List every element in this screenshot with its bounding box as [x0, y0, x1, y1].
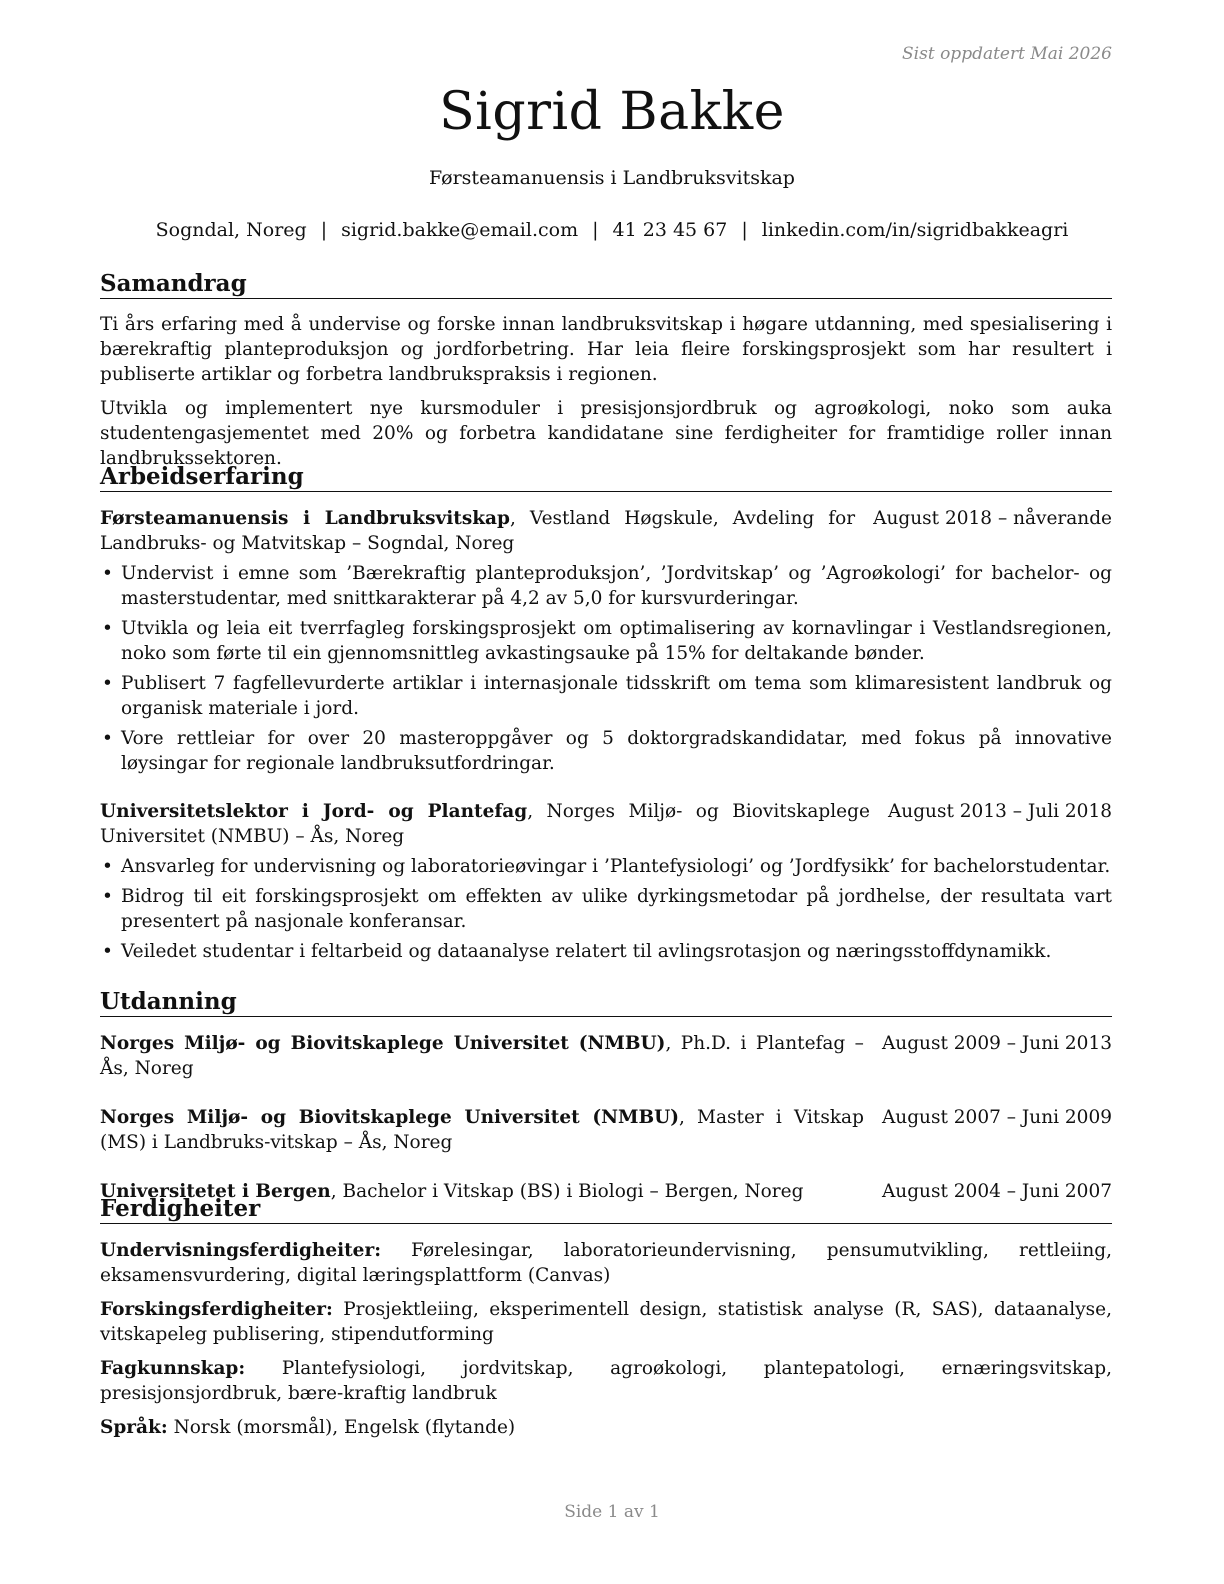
job-dates: August 2013 – Juli 2018 [887, 801, 1112, 822]
last-updated: Sist oppdatert Mai 2026 [902, 44, 1112, 64]
contact-line [0, 219, 1224, 241]
list-item: • Publisert 7 fagfellevurderte artiklar i internasjonale tidsskrift om tema som klimaresistent landbruk og organisk materiale i jord. [102, 673, 1112, 719]
section-heading: Ferdigheiter [100, 1196, 1112, 1224]
education-dates: August 2004 – Juni 2007 [881, 1181, 1112, 1202]
contact-phone: 41 23 45 67 [612, 219, 728, 241]
skill-entry [100, 1238, 1112, 1288]
candidate-name: Sigrid Bakke [439, 82, 785, 142]
job-bullets [100, 854, 1112, 964]
contact-location: Sogndal, Noreg [155, 219, 307, 241]
summary-section [100, 271, 1112, 471]
job-org: , Vestland Høgskule, Avdeling for Landbruks- og Matvitskap – Sogndal, Noreg [100, 508, 856, 554]
job-entry [100, 799, 1112, 964]
education-entry [100, 1031, 1112, 1081]
list-item: • Utvikla og leia eit tverrfagleg forskingsprosjekt om optimalisering av kornavlingar i Vestlandsregionen, noko som førte til ein gjennomsnittleg avkastingsauke på 15% for deltakande bønder. [102, 618, 1112, 664]
skill-text: Prosjektleiing, eksperimentell design, statistisk analyse (R, SAS), dataanalyse, vitskapeleg publisering, stipendutforming [100, 1299, 1112, 1345]
list-item: • Bidrog til eit forskingsprosjekt om effekten av ulike dyrkingsmetodar på jordhelse, der resultata vart presentert på nasjonale konferansar. [102, 886, 1112, 932]
skills-section [100, 1196, 1112, 1440]
job-role: Universitetslektor i Jord- og Plantefag [100, 801, 528, 822]
contact-linkedin[interactable]: linkedin.com/in/sigridbakkeagri [761, 219, 1069, 241]
contact-separator: | [320, 219, 328, 241]
school-name: Norges Miljø- og Biovitskaplege Universitet (NMBU) [100, 1107, 680, 1128]
job-entry [100, 506, 1112, 776]
summary-paragraph: Utvikla og implementert nye kursmoduler i presisjonsjordbruk og agroøkologi, noko som auka studentengasjementet med 20% og forbetra kandidatane sine ferdigheiter for framtidige roller innan landbrukssektoren. [100, 398, 1112, 469]
experience-section [100, 464, 1112, 964]
skill-text: Førelesingar, laboratorieundervisning, pensumutvikling, rettleiing, eksamensvurdering, digital læringsplattform (Canvas) [100, 1240, 1112, 1286]
contact-separator: | [592, 219, 599, 241]
list-item: • Ansvarleg for undervisning og laboratorieøvingar i ’Plantefysiologi’ og ’Jordfysikk’ for bachelorstudentar. [102, 856, 1111, 877]
job-role: Førsteamanuensis i Landbruksvitskap [100, 508, 510, 529]
page-number: Side 1 av 1 [564, 1502, 660, 1522]
job-org: , Norges Miljø- og Biovitskaplege Universitet (NMBU) – Ås, Noreg [100, 801, 870, 847]
education-entry [100, 1105, 1112, 1155]
skill-label: Forskingsferdigheiter: [100, 1299, 333, 1320]
skill-entry [100, 1415, 1112, 1440]
contact-separator: | [741, 219, 748, 241]
skill-text: Plantefysiologi, jordvitskap, agroøkologi, plantepatologi, ernæringsvitskap, presisjonsjordbruk, bære-kraftig landbruk [100, 1358, 1112, 1404]
job-dates: August 2018 – nåverande [873, 508, 1112, 529]
education-dates: August 2007 – Juni 2009 [881, 1107, 1112, 1128]
candidate-title: Førsteamanuensis i Landbruksvitskap [429, 167, 795, 189]
skill-label: Språk: [100, 1417, 168, 1438]
education-section [100, 989, 1112, 1204]
skill-entry [100, 1297, 1112, 1347]
skill-text: Norsk (morsmål), Engelsk (flytande) [167, 1417, 516, 1438]
school-name: Universitetet i Bergen [100, 1181, 331, 1202]
degree-detail: , Ph.D. i Plantefag – Ås, Noreg [100, 1033, 864, 1079]
section-heading: Utdanning [100, 989, 1112, 1017]
school-name: Norges Miljø- og Biovitskaplege Universitet (NMBU) [100, 1033, 666, 1054]
summary-paragraph: Ti års erfaring med å undervise og forske innan landbruksvitskap i høgare utdanning, med spesialisering i bærekraftig planteproduksjon og jordforbetring. Har leia fleire forskingsprosjekt som har resultert i publiserte artiklar og forbetra landbrukspraksis i regionen. [100, 314, 1112, 385]
list-item: • Vore rettleiar for over 20 masteroppgåver og 5 doktorgradskandidatar, med fokus på innovative løysingar for regionale landbruksutfordringar. [102, 728, 1112, 774]
degree-detail: , Master i Vitskap (MS) i Landbruks-vitskap – Ås, Noreg [100, 1107, 864, 1153]
section-heading: Arbeidserfaring [100, 464, 1112, 492]
list-item: • Undervist i emne som ’Bærekraftig planteproduksjon’, ’Jordvitskap’ og ’Agroøkologi’ for bachelor- og masterstudentar, med snittkarakterar på 4,2 av 5,0 for kursvurderingar. [102, 563, 1112, 609]
degree-detail: , Bachelor i Vitskap (BS) i Biologi – Bergen, Noreg [330, 1181, 804, 1202]
education-dates: August 2009 – Juni 2013 [881, 1033, 1112, 1054]
skill-label: Fagkunnskap: [100, 1358, 246, 1379]
skill-label: Undervisningsferdigheiter: [100, 1240, 382, 1261]
list-item: • Veiledet studentar i feltarbeid og dataanalyse relatert til avlingsrotasjon og næringsstoffdynamikk. [102, 941, 1052, 962]
section-heading: Samandrag [100, 271, 1112, 299]
skill-entry [100, 1356, 1112, 1406]
job-bullets [100, 561, 1112, 776]
contact-email[interactable]: sigrid.bakke@email.com [341, 219, 579, 241]
